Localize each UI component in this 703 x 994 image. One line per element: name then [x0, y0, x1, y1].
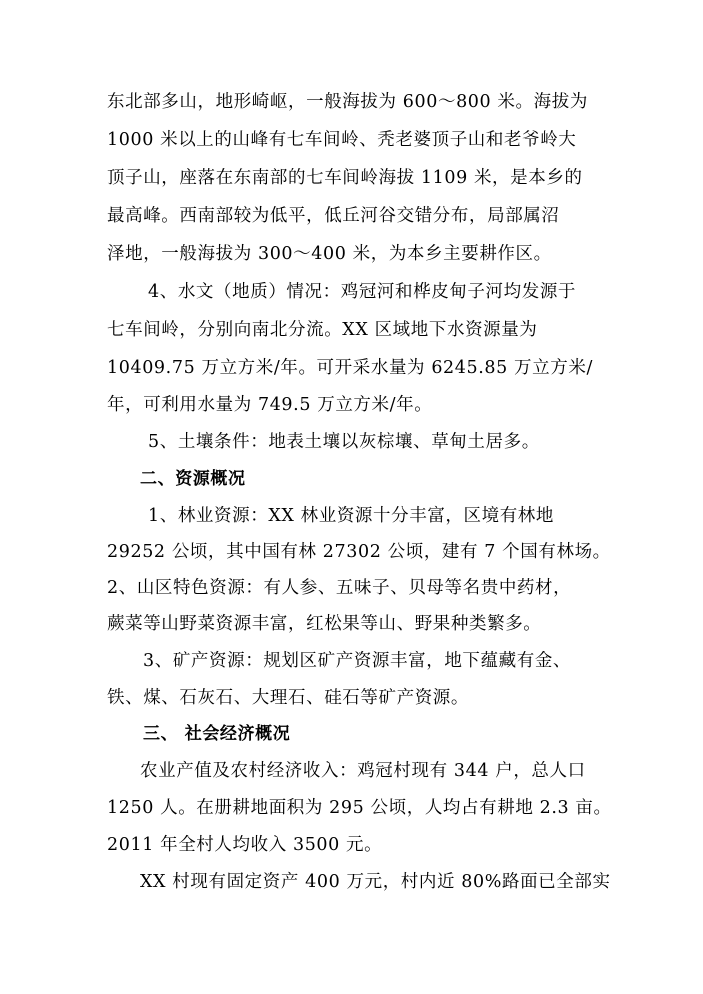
text-line-6: 4、水文（地质）情况：鸡冠河和桦皮甸子河均发源于 [148, 282, 577, 302]
text-line-16: 3、矿产资源：规划区矿产资源丰富，地下蕴藏有金、 [143, 651, 572, 671]
text-line-20: 1250 人。在册耕地面积为 295 公顷，人均占有耕地 2.3 亩。 [107, 798, 612, 818]
section-heading-economy: 三、 社会经济概况 [143, 724, 291, 744]
text-line-21: 2011 年全村人均收入 3500 元。 [107, 835, 383, 855]
text-line-9: 年，可利用水量为 749.5 万立方米/年。 [107, 395, 433, 415]
text-line-7: 七车间岭，分别向南北分流。XX 区域地下水资源量为 [107, 320, 538, 340]
text-line-5: 泽地，一般海拔为 300～400 米，为本乡主要耕作区。 [107, 244, 552, 264]
text-line-17: 铁、煤、石灰石、大理石、硅石等矿产资源。 [107, 688, 469, 708]
text-line-13: 29252 公顷，其中国有林 27302 公顷，建有 7 个国有林场。 [107, 542, 611, 562]
text-line-3: 顶子山，座落在东南部的七车间岭海拔 1109 米，是本乡的 [107, 168, 583, 188]
text-line-8: 10409.75 万立方米/年。可开采水量为 6245.85 万立方米/ [107, 358, 593, 378]
text-line-19: 农业产值及农村经济收入：鸡冠村现有 344 户，总人口 [140, 761, 586, 781]
text-line-15: 蕨菜等山野菜资源丰富，红松果等山、野果种类繁多。 [107, 614, 542, 634]
text-line-2: 1000 米以上的山峰有七车间岭、秃老婆顶子山和老爷岭大 [107, 130, 577, 150]
text-line-22: XX 村现有固定资产 400 万元，村内近 80%路面已全部实 [140, 872, 611, 892]
section-heading-resources: 二、资源概况 [140, 469, 246, 489]
text-line-1: 东北部多山，地形崎岖，一般海拔为 600～800 米。海拔为 [107, 92, 588, 112]
text-line-12: 1、林业资源：XX 林业资源十分丰富，区境有林地 [148, 506, 555, 526]
text-line-10: 5、土壤条件：地表土壤以灰棕壤、草甸土居多。 [148, 432, 540, 452]
text-line-4: 最高峰。西南部较为低平，低丘河谷交错分布，局部属沼 [107, 206, 560, 226]
text-line-14: 2、山区特色资源：有人参、五味子、贝母等名贵中药材， [107, 578, 572, 598]
